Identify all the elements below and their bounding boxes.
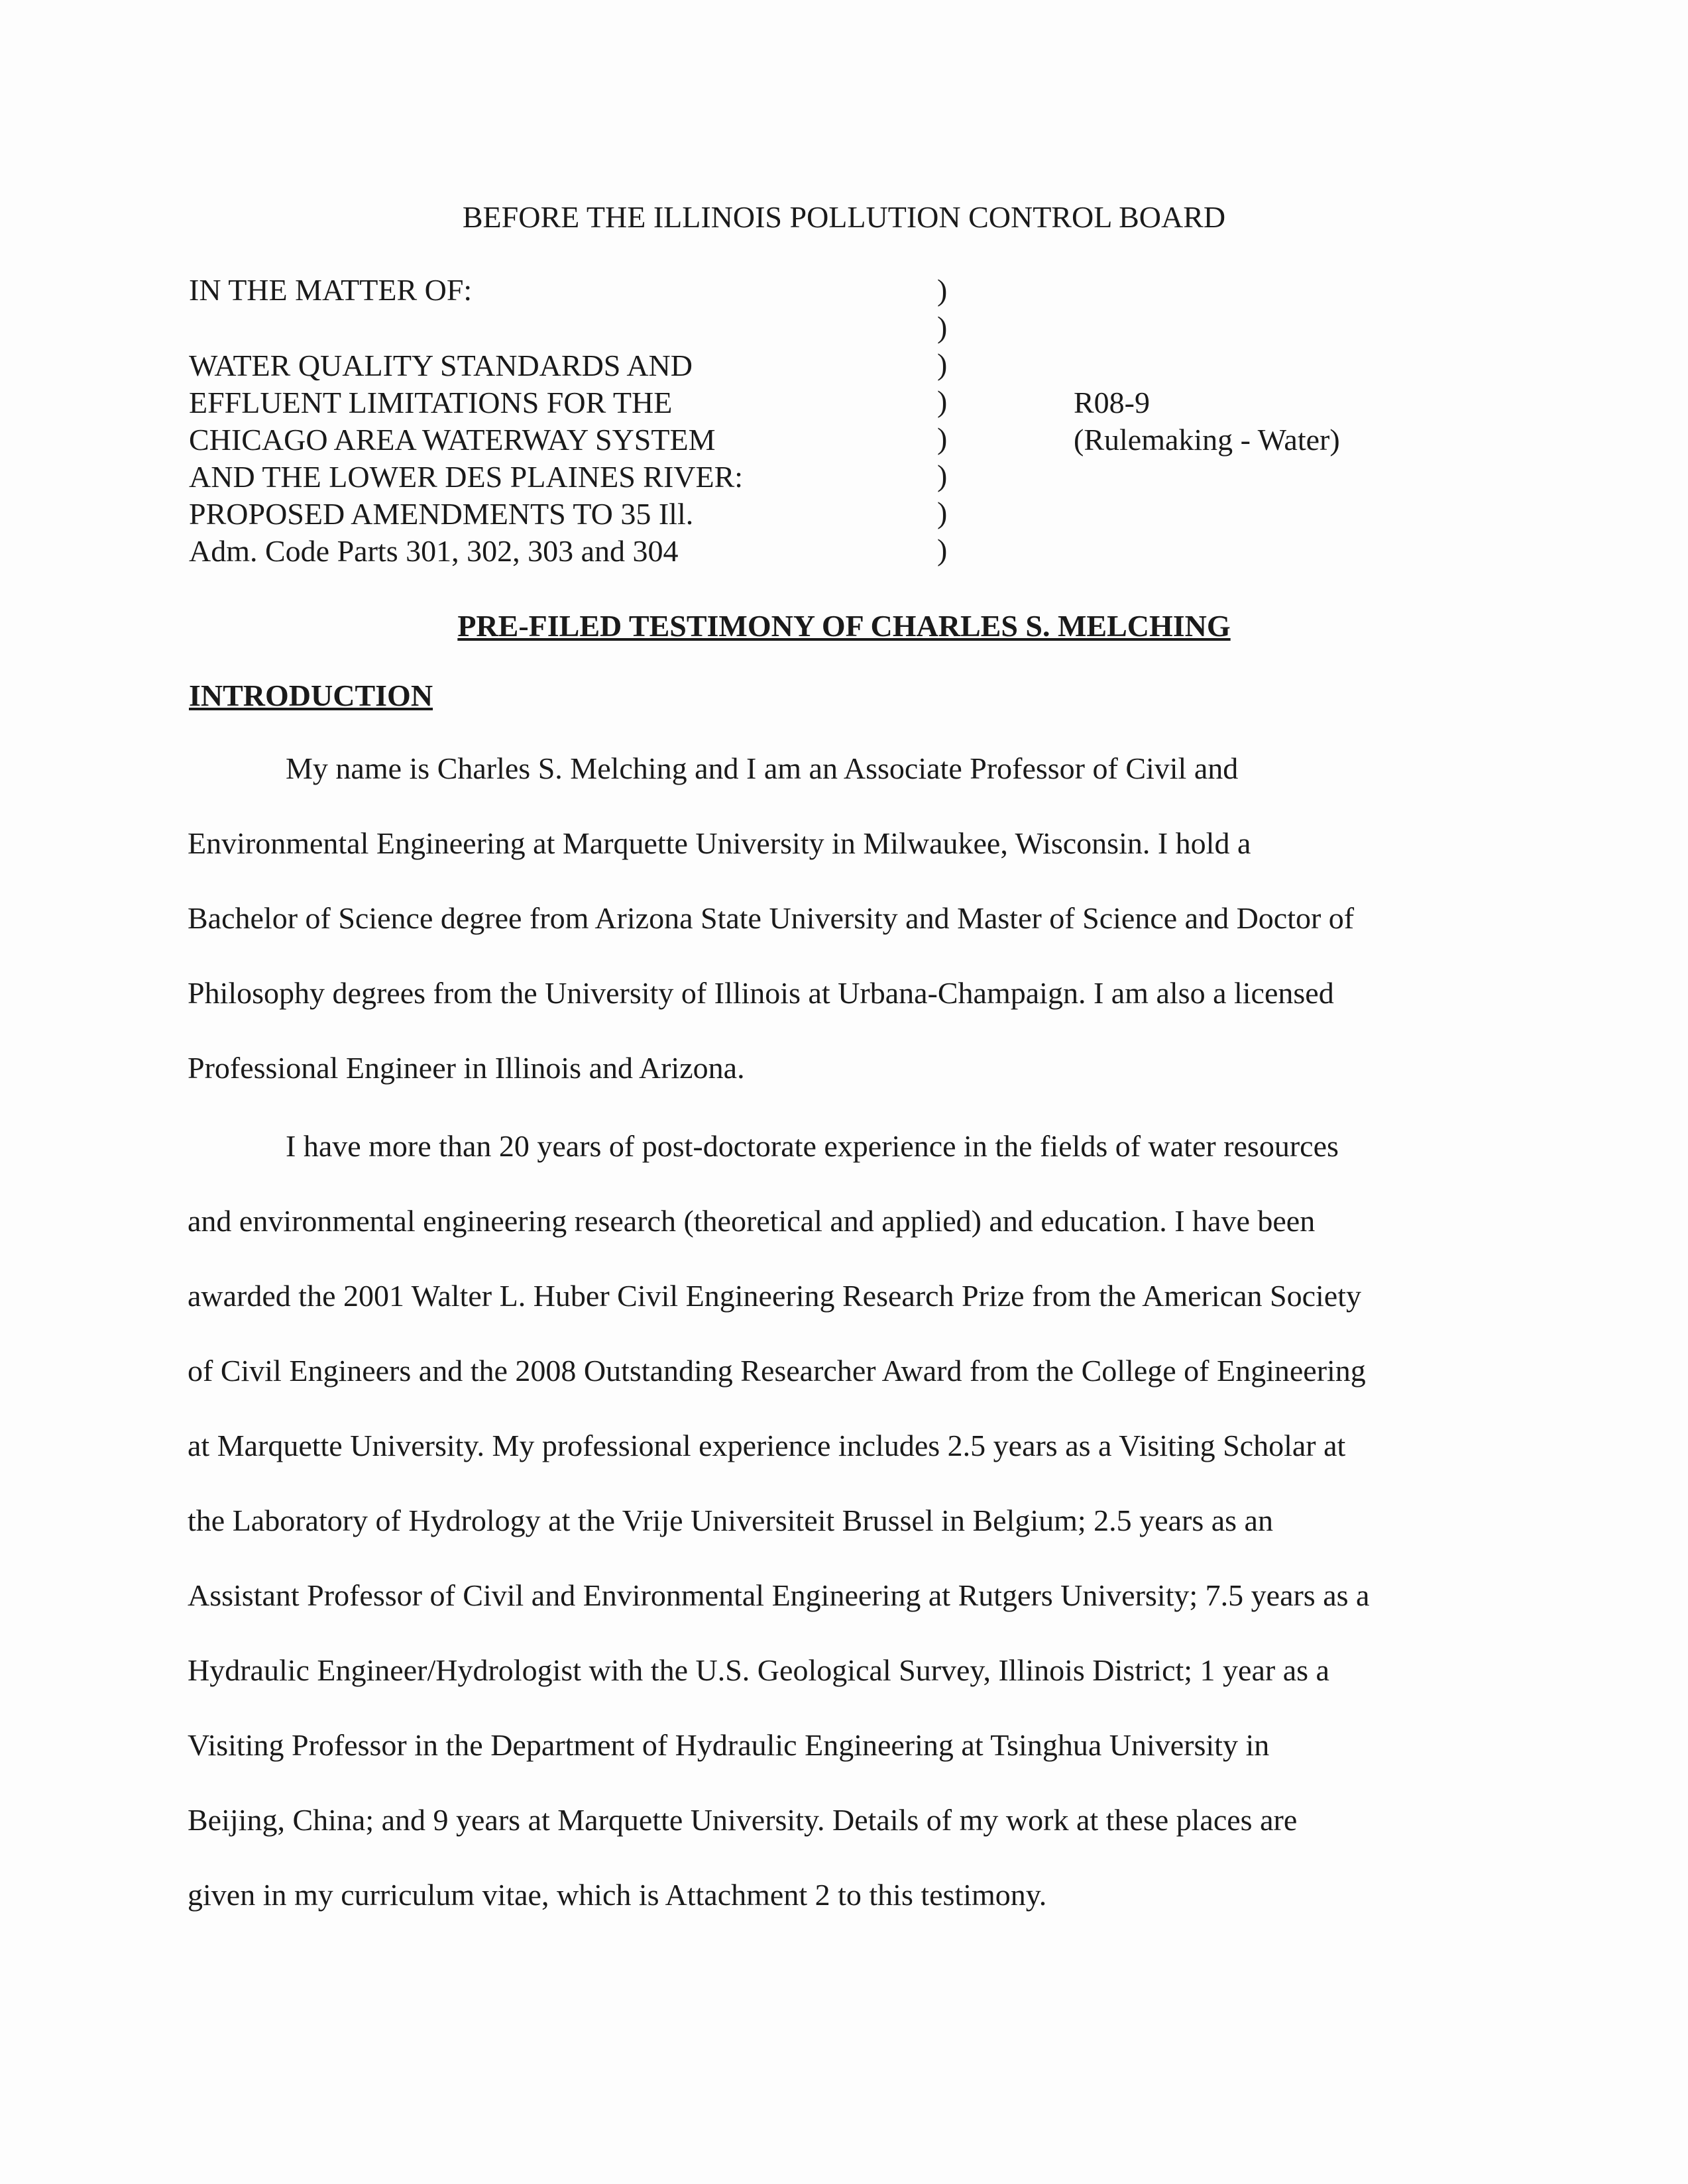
paragraph — [188, 749, 1460, 1123]
paragraph-line: I have more than 20 years of post-doctorate experience in the fields of water resources — [286, 1129, 1339, 1163]
paragraph-line: the Laboratory of Hydrology at the Vrije Universiteit Brussel in Belgium; 2.5 years as an — [188, 1503, 1273, 1537]
paragraph-line: and environmental engineering research (theoretical and applied) and education. I have been — [188, 1204, 1316, 1238]
caption-paren: ) — [937, 384, 948, 418]
caption-paren: ) — [937, 310, 948, 344]
caption-paren-column — [937, 272, 947, 569]
paragraph-line: Environmental Engineering at Marquette University in Milwaukee, Wisconsin. I hold a — [188, 826, 1251, 860]
case-caption-matter — [189, 272, 743, 570]
paragraph-line: of Civil Engineers and the 2008 Outstanding Researcher Award from the College of Engineering — [188, 1354, 1366, 1388]
matter-label: IN THE MATTER OF: — [189, 273, 473, 307]
paragraph-line: Professional Engineer in Illinois and Arizona. — [188, 1051, 745, 1085]
matter-line: EFFLUENT LIMITATIONS FOR THE — [189, 386, 673, 419]
paragraph-line: Hydraulic Engineer/Hydrologist with the U.S. Geological Survey, Illinois District; 1 year as a — [188, 1653, 1329, 1687]
paragraph-line: Visiting Professor in the Department of Hydraulic Engineering at Tsinghua University in — [188, 1728, 1270, 1762]
matter-line: WATER QUALITY STANDARDS AND — [189, 349, 693, 382]
paragraph-line: Assistant Professor of Civil and Environmental Engineering at Rutgers University; 7.5 years as a — [188, 1578, 1370, 1612]
docket-type: (Rulemaking - Water) — [1074, 423, 1340, 457]
matter-line: AND THE LOWER DES PLAINES RIVER: — [189, 460, 744, 494]
paragraph-line: awarded the 2001 Walter L. Huber Civil Engineering Research Prize from the American Society — [188, 1279, 1361, 1313]
caption-paren: ) — [937, 459, 948, 492]
paragraph-line: Philosophy degrees from the University of Illinois at Urbana-Champaign. I am also a licensed — [188, 976, 1334, 1010]
paragraph-line: My name is Charles S. Melching and I am an Associate Professor of Civil and — [286, 751, 1239, 785]
caption-paren: ) — [937, 533, 948, 567]
caption-paren: ) — [937, 347, 948, 381]
section-heading-introduction: INTRODUCTION — [189, 679, 433, 712]
docket-number: R08-9 — [1074, 386, 1150, 419]
paragraph — [188, 1126, 1460, 1950]
caption-paren: ) — [937, 496, 948, 529]
matter-line: Adm. Code Parts 301, 302, 303 and 304 — [189, 534, 679, 568]
caption-paren: ) — [937, 421, 948, 455]
paragraph-line: at Marquette University. My professional experience includes 2.5 years as a Visiting Scholar at — [188, 1429, 1346, 1462]
paragraph-line: Beijing, China; and 9 years at Marquette University. Details of my work at these places are — [188, 1803, 1298, 1837]
board-heading: BEFORE THE ILLINOIS POLLUTION CONTROL BOARD — [462, 200, 1226, 234]
document-title: PRE-FILED TESTIMONY OF CHARLES S. MELCHING — [457, 609, 1231, 643]
matter-line: PROPOSED AMENDMENTS TO 35 Ill. — [189, 497, 694, 531]
caption-paren: ) — [937, 273, 948, 307]
docket-info — [1074, 384, 1340, 459]
paragraph-line: Bachelor of Science degree from Arizona State University and Master of Science and Doctor of — [188, 901, 1355, 935]
matter-line: CHICAGO AREA WATERWAY SYSTEM — [189, 423, 716, 457]
paragraph-line: given in my curriculum vitae, which is Attachment 2 to this testimony. — [188, 1878, 1047, 1912]
